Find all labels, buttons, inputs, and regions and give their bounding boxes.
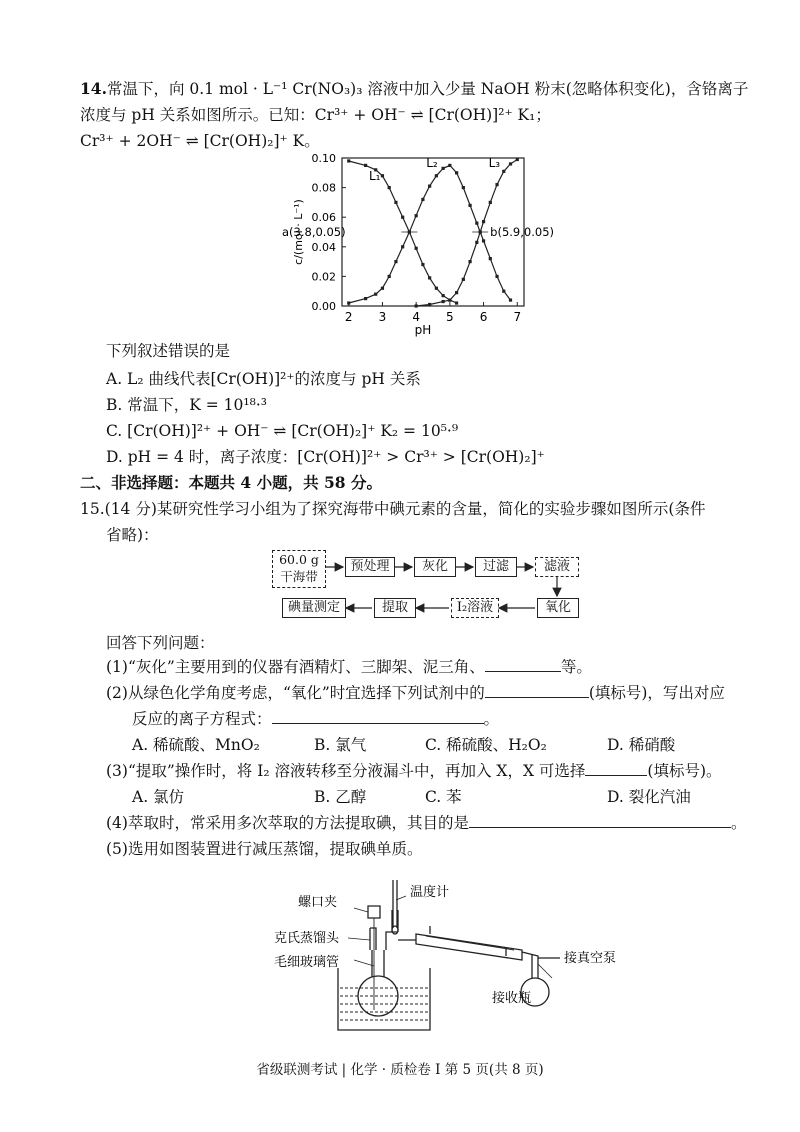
section-2-heading: 二、非选择题：本题共 4 小题，共 58 分。	[80, 473, 382, 492]
q14-option-c: C. [Cr(OH)]²⁺ + OH⁻ ⇌ [Cr(OH)₂]⁺ K₂ = 10⁵·⁹	[106, 422, 459, 440]
q15-part3-option-a: A. 氯仿	[132, 788, 185, 806]
q14-line3: Cr³⁺ + 2OH⁻ ⇌ [Cr(OH)₂]⁺ K。	[80, 132, 320, 150]
q15-part1-end: 等。	[560, 658, 592, 676]
q15-part3-text: (3)“提取”操作时，将 I₂ 溶液转移至分液漏斗中，再加入 X，X 可选择	[106, 762, 586, 780]
q15-part3-option-d: D. 裂化汽油	[607, 788, 691, 806]
q15-line1: 15.(14 分)某研究性学习小组为了探究海带中碘元素的含量，简化的实验步骤如图所示(条件	[80, 500, 706, 518]
flow-step-extract: 提取	[374, 598, 416, 618]
page-footer: 省级联测考试 | 化学 · 质检卷 Ⅰ 第 5 页(共 8 页)	[256, 1062, 544, 1078]
q15-part4-end: 。	[730, 814, 747, 832]
flow-step-i2-solution: I₂溶液	[451, 598, 499, 618]
q15-part2-option-a: A. 稀硫酸、MnO₂	[132, 736, 260, 754]
q14-prompt: 下列叙述错误的是	[106, 342, 231, 360]
vacuum-distillation-apparatus	[270, 870, 630, 1040]
q15-part2-option-d: D. 稀硝酸	[607, 736, 676, 754]
q15-part2-eq	[132, 708, 499, 730]
y-tick-label: 0.10	[311, 152, 336, 165]
x-axis-label: pH	[414, 323, 432, 337]
label-thermometer: 温度计	[410, 885, 450, 900]
condenser-icon	[416, 934, 522, 960]
q15-part3-option-b: B. 乙醇	[314, 788, 367, 806]
q15-part3-option-c: C. 苯	[425, 788, 462, 806]
x-tick-label: 2	[344, 310, 353, 324]
thermometer-icon	[393, 880, 397, 928]
annotation-label-b: b(5.9,0.05)	[490, 225, 555, 239]
series-label-3: L₃	[488, 155, 501, 170]
x-tick-label: 5	[446, 310, 454, 324]
flow-step-ashing: 灰化	[414, 557, 456, 577]
q14-line1-text: 常温下，向 0.1 mol · L⁻¹ Cr(NO₃)₃ 溶液中加入少量 NaOH 粉末(忽略体积变化)，含铬离子	[106, 80, 749, 98]
q15-part5: (5)选用如图装置进行减压蒸馏，提取碘单质。	[106, 840, 423, 858]
q15-part2-eq-text: 反应的离子方程式：	[132, 710, 272, 728]
label-capillary: 毛细玻璃管	[274, 955, 340, 970]
q15-part1-text: (1)“灰化”主要用到的仪器有酒精灯、三脚架、泥三角、	[106, 658, 485, 676]
q15-part2-option-b: B. 氯气	[314, 736, 367, 754]
label-vacuum-pump: 接真空泵	[564, 951, 617, 966]
flow-start-mass: 60.0 g	[279, 552, 319, 567]
q14-option-d: D. pH = 4 时，离子浓度：[Cr(OH)]²⁺ > Cr³⁺ > [Cr(OH)₂]⁺	[106, 448, 545, 466]
x-tick-label: 6	[479, 310, 488, 324]
x-tick-label: 7	[513, 310, 522, 324]
q15-part2-mid: (填标号)，写出对应	[588, 684, 725, 702]
q15-part3-blank[interactable]	[585, 761, 647, 776]
flow-start-material: 干海带	[280, 569, 318, 584]
x-tick-label: 3	[378, 310, 387, 324]
x-tick-label: 4	[412, 310, 420, 324]
q15-part2	[106, 682, 725, 704]
q15-part2-option-c: C. 稀硫酸、H₂O₂	[425, 736, 547, 754]
q15-part2-eq-blank[interactable]	[272, 709, 484, 724]
y-tick-label: 0.04	[311, 240, 336, 254]
flow-step-pretreat: 预处理	[345, 557, 395, 577]
label-claisen-head: 克氏蒸馏头	[274, 931, 340, 946]
q15-line2: 省略)：	[106, 526, 159, 544]
flow-step-filter: 过滤	[475, 557, 517, 577]
series-label-1: L₁	[368, 169, 381, 184]
q15-part1-blank[interactable]	[485, 657, 561, 672]
q14-line2: 浓度与 pH 关系如图所示。已知：Cr³⁺ + OH⁻ ⇌ [Cr(OH)]²⁺ K₁；	[80, 106, 551, 124]
label-screw-clamp: 螺口夹	[298, 895, 338, 910]
q15-part3	[106, 760, 722, 782]
y-tick-label: 0.00	[311, 300, 336, 313]
y-tick-label: 0.02	[311, 270, 336, 284]
flow-step-oxidize: 氧化	[537, 598, 579, 618]
q15-part1	[106, 656, 592, 678]
annotation-label-a: a(3.8,0.05)	[282, 225, 346, 239]
label-receiver: 接收瓶	[492, 991, 532, 1006]
q14-option-b: B. 常温下，K = 10¹⁸·³	[106, 396, 267, 414]
q15-answer-prompt: 回答下列问题：	[106, 634, 215, 652]
y-tick-label: 0.08	[311, 181, 336, 195]
y-tick-label: 0.06	[311, 211, 336, 225]
y-axis-label: c/(mol · L⁻¹)	[292, 199, 305, 265]
q15-part2-eq-end: 。	[483, 710, 500, 728]
q14-option-a: A. L₂ 曲线代表[Cr(OH)]²⁺的浓度与 pH 关系	[106, 370, 421, 388]
q15-part2-blank[interactable]	[485, 683, 589, 698]
flow-step-filtrate: 滤液	[535, 557, 579, 577]
q15-part3-end: (填标号)。	[647, 762, 722, 780]
q15-part4-blank[interactable]	[469, 813, 731, 828]
q15-part4-text: (4)萃取时，常采用多次萃取的方法提取碘，其目的是	[106, 814, 469, 832]
q15-part4	[106, 812, 746, 834]
q15-part2-text: (2)从绿色化学角度考虑，“氧化”时宜选择下列试剂中的	[106, 684, 485, 702]
screw-clamp-icon	[368, 906, 380, 918]
q14-number: 14.	[80, 79, 107, 98]
series-label-2: L₂	[426, 155, 438, 170]
flow-step-iodine-assay: 碘量测定	[282, 598, 346, 618]
